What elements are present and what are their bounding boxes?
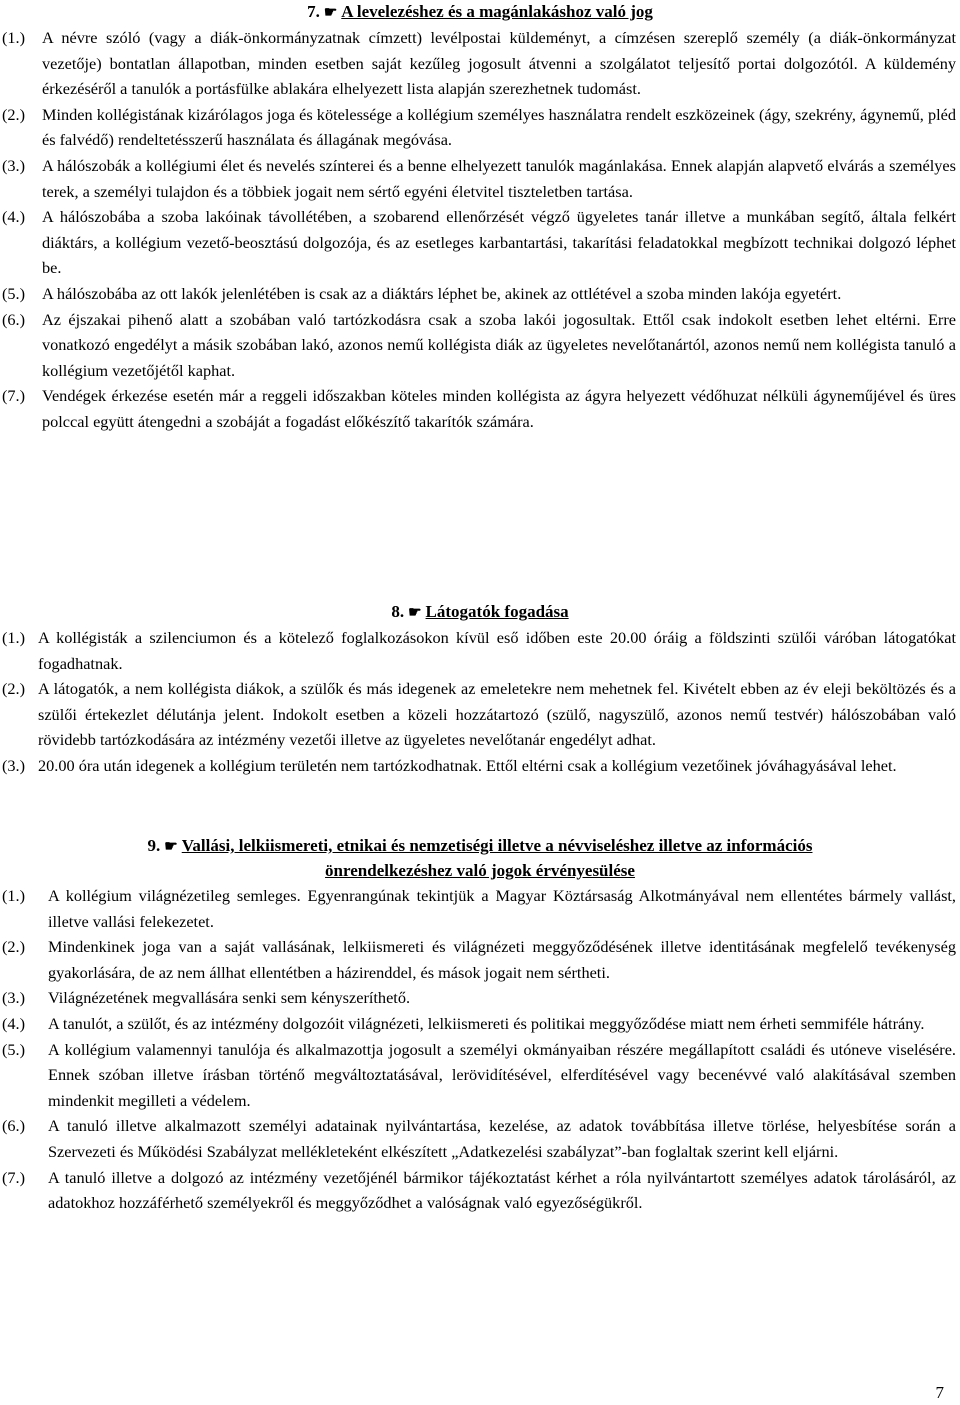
paragraph-text: A kollégium valamennyi tanulója és alkalmazottja jogosult a személyi okmányaiban részére megállapított családi és utóneve viselésére. Ennek szóban illetve írásban történő megváltoztatásával, lerövidítésével, elferdítésével vagy becenévvé való alakításával szemben mindenkit megilleti a védelem. xyxy=(48,1039,956,1110)
paragraph xyxy=(2,102,956,153)
paragraph xyxy=(2,625,956,676)
paragraph-number: (7.) xyxy=(2,386,26,406)
paragraph xyxy=(2,985,956,1011)
paragraph xyxy=(2,204,956,281)
paragraph-text: Minden kollégistának kizárólagos joga és kötelessége a kollégium személyes használatra rendelt eszközeinek (ágy, szekrény, ágynemű, pléd és falvédő) rendeltetésszerű használata és állagának megóvása. xyxy=(42,104,956,150)
paragraph xyxy=(2,1165,956,1216)
section-title: Vallási, lelkiismereti, etnikai és nemzetiségi illetve a névviseléshez illetve az információs xyxy=(181,836,813,855)
paragraph xyxy=(2,25,956,102)
paragraph xyxy=(2,1113,956,1164)
paragraph-number: (4.) xyxy=(2,207,26,227)
pointer-icon: ☛ xyxy=(323,5,338,21)
paragraph-number: (5.) xyxy=(2,1039,26,1059)
paragraph-number: (5.) xyxy=(2,283,26,303)
section-heading xyxy=(0,834,960,883)
section-number: 9. xyxy=(147,836,161,855)
paragraph xyxy=(2,883,956,934)
section-title: A levelezéshez és a magánlakáshoz való jog xyxy=(341,2,653,21)
paragraph xyxy=(2,934,956,985)
paragraph-text: A tanulót, a szülőt, és az intézmény dolgozóit világnézeti, lelkiismereti és politikai meggyőződése miatt nem érheti semmiféle hátrány. xyxy=(48,1013,925,1033)
section-title: Látogatók fogadása xyxy=(425,602,569,621)
paragraph-number: (1.) xyxy=(2,628,26,647)
paragraph-text: A hálószobába a szoba lakóinak távollétében, a szobarend ellenőrzését végző ügyeletes tanár illetve a munkában segítő, általa felkért diáktárs, a kollégium vezető-beosztású dolgozója, és az esetleges karbantartási, takarítási feladatokkal megbízott technikai dolgozó léphet be. xyxy=(42,207,956,278)
paragraph-text: Vendégek érkezése esetén már a reggeli időszakban köteles minden kollégista az ágyra helyezett védőhuzat nélküli ágyneműjével és üres polccal együtt átengedni a szobáját a fogadást előkészítő takarítók számára. xyxy=(42,386,956,431)
paragraph-number: (2.) xyxy=(2,937,26,957)
paragraph xyxy=(2,307,956,384)
section-title-line2: önrendelkezéshez való jogok érvényesülése xyxy=(325,861,635,880)
paragraph xyxy=(2,153,956,204)
paragraph-number: (6.) xyxy=(2,1116,26,1136)
paragraph-number: (3.) xyxy=(2,755,26,775)
page-number: 7 xyxy=(935,1383,944,1402)
paragraph-number: (4.) xyxy=(2,1013,26,1033)
paragraph-text: A látogatók, a nem kollégista diákok, a szülők és más idegenek az emeletekre nem mehetnek fel. Kivételt ebben az év eleji beköltözés és a szülői értekezlet délutánja jelent. Indokolt esetben a közeli hozzátartozó (szülő, nagyszülő, azonos nemű testvér) hálószobában való rövidebb tartózkodására az intézmény vezetői illetve az ügyeletes nevelőtanár engedélyt adhat. xyxy=(38,679,956,750)
paragraph-number: (6.) xyxy=(2,309,26,329)
paragraph-text: A hálószobák a kollégiumi élet és nevelés színterei és a benne elhelyezett tanulók magánlakása. Ennek alapján alapvető elvárás a személyes terek, a személyi tulajdon és a többiek jogait nem sértő egyéni életvitel tiszteletben tartása. xyxy=(42,155,956,201)
paragraph-number: (2.) xyxy=(2,679,26,699)
section-9 xyxy=(0,834,960,1216)
paragraph-text: A kollégisták a szilenciumon és a kötelező foglalkozásokon kívül eső időben este 20.00 óráig a földszinti szülői váróban látogatókat fogadhatnak. xyxy=(38,628,956,673)
paragraph xyxy=(2,753,956,779)
paragraph-number: (3.) xyxy=(2,155,26,175)
paragraph-text: Világnézetének megvallására senki sem kényszeríthető. xyxy=(48,988,411,1008)
paragraph-text: A tanuló illetve alkalmazott személyi adatainak nyilvántartása, kezelése, az adatok továbbítása illetve törlése, helyesbítése során a Szervezeti és Működési Szabályzat mellékleteként elkészített „Adatkezelési szabályzat”-ban foglaltak szerint kell eljárni. xyxy=(48,1116,956,1161)
pointer-icon: ☛ xyxy=(408,605,422,621)
paragraph-text: A kollégium világnézetileg semleges. Egyenrangúnak tekintjük a Magyar Köztársaság Alkotmányával nem ellentétes bármely vallást, illetve vallási felekezetet. xyxy=(48,886,956,931)
section-number: 8. xyxy=(391,602,405,621)
section-number: 7. xyxy=(307,2,320,21)
section-heading xyxy=(0,600,960,625)
paragraph-text: 20.00 óra után idegenek a kollégium területén nem tartózkodhatnak. Ettől eltérni csak a kollégium vezetőinek jóváhagyásával lehet. xyxy=(38,755,897,775)
paragraph xyxy=(2,1037,956,1114)
paragraph-number: (1.) xyxy=(2,28,26,47)
paragraph-number: (1.) xyxy=(2,886,26,905)
paragraph-number: (7.) xyxy=(2,1167,26,1187)
paragraph-text: Mindenkinek joga van a saját vallásának, lelkiismereti és világnézeti meggyőződésének illetve identitásának megfelelő tevékenység gyakorlására, de az nem állhat ellentétben a házirenddel, és mások jogait nem sértheti. xyxy=(48,937,956,982)
paragraph-text: A névre szóló (vagy a diák-önkormányzatnak címzett) levélpostai küldeményt, a címzésen szereplő személy (a diák-önkormányzat vezetője) bontatlan állapotban, minden esetben saját kezűleg jogosult átvenni a szolgálatot teljesítő portai dolgozótól. A küldemény érkezéséről a tanulók a portásfülke ablakára elhelyezett lista alapján szerezhetnek tudomást. xyxy=(42,28,956,99)
paragraph-number: (3.) xyxy=(2,988,26,1008)
section-7 xyxy=(0,0,960,435)
section-heading xyxy=(0,0,960,25)
paragraph-number: (2.) xyxy=(2,104,26,124)
paragraph xyxy=(2,676,956,753)
pointer-icon: ☛ xyxy=(164,839,178,855)
paragraph-text: A hálószobába az ott lakók jelenlétében is csak az a diáktárs léphet be, akinek az ottlétével a szoba minden lakója egyetért. xyxy=(42,283,842,303)
paragraph xyxy=(2,281,956,307)
paragraph-text: A tanuló illetve a dolgozó az intézmény vezetőjénél bármikor tájékoztatást kérhet a róla nyilvántartott személyes adatok tárolásáról, az adatokhoz hozzáférhető személyekről és meggyőződhet a valóságnak való egyezőségükről. xyxy=(48,1167,956,1213)
paragraph xyxy=(2,1011,956,1037)
section-8 xyxy=(0,600,960,779)
paragraph xyxy=(2,383,956,434)
paragraph-text: Az éjszakai pihenő alatt a szobában való tartózkodásra csak a szoba lakói jogosultak. Ettől csak indokolt esetben lehet eltérni. Erre vonatkozó engedélyt a másik szobában lakó, azonos nemű kollégista diák az ügyeletes nevelőtanártól, azonos nemű nem kollégista tanuló a kollégium vezetőjétől kaphat. xyxy=(42,309,956,380)
